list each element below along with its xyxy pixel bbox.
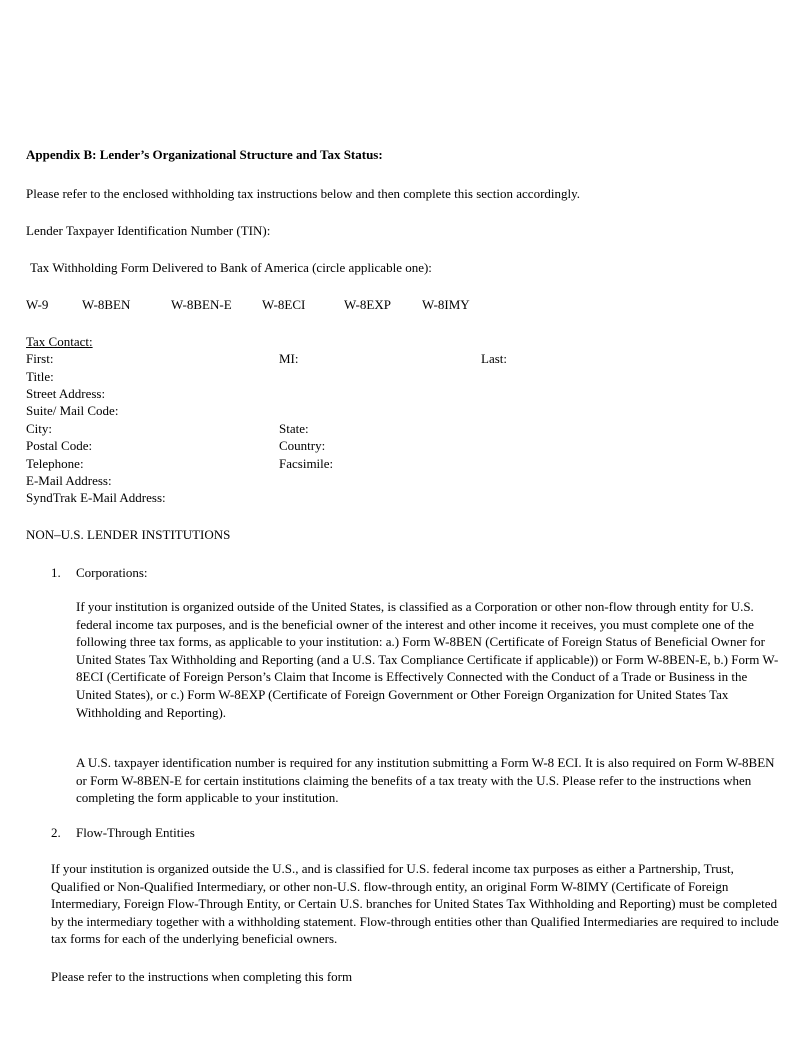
form-option-w9[interactable]: W-9 (26, 297, 49, 312)
form-option-w8eci[interactable]: W-8ECI (262, 297, 306, 312)
state-label: State: (279, 421, 309, 436)
city-label: City: (26, 421, 53, 436)
middle-initial-label: MI: (279, 351, 299, 366)
postal-code-label: Postal Code: (26, 438, 93, 453)
country-label: Country: (279, 438, 326, 453)
section-1-paragraph-2-text: A U.S. taxpayer identification number is required for any institution submitting a Form W-8 ECI. It is also required on Form W-8BEN or Form W-8BEN-E for certain institutions claiming the benefits of a tax treaty with the U.S. Please refer to the instructions when completing the form applicable to your institution. (76, 755, 775, 806)
section-1-title: Corporations: (76, 565, 148, 580)
form-option-w8imy[interactable]: W-8IMY (422, 297, 470, 312)
section-2-paragraph-1 (51, 860, 784, 948)
section-2-paragraph-1-text: If your institution is organized outside the U.S., and is classified for U.S. federal income tax purposes as either a Partnership, Trust, Qualified or Non-Qualified Intermediary, or other non-U.S. flow-through entity, an original Form W-8IMY (Certificate of Foreign Intermediary, Foreign Flow-Through Entity, or Certain U.S. branches for United States Tax Withholding and Reporting) must be completed by the intermediary together with a withholding statement. Flow-through entities other than Qualified Intermediaries are required to include tax forms for each of the underlying beneficial owners. (51, 861, 779, 947)
section-1-paragraph-2 (76, 754, 784, 807)
syndtrak-email-label: SyndTrak E-Mail Address: (26, 490, 166, 505)
section-1-paragraph-1-text: If your institution is organized outside of the United States, is classified as a Corporation or other non-flow through entity for U.S. federal income tax purposes, and is the beneficial owner of the interest and other income it receives, you must complete one of the following three tax forms, as applicable to your institution: a.) Form W-8BEN (Certificate of Foreign Status of Beneficial Owner for United States Tax Withholding and Reporting (and a U.S. Tax Compliance Certificate if applicable)) or Form W-8BEN-E, b.) Form W-8ECI (Certificate of Foreign Person’s Claim that Income is Effectively Connected with the Conduct of a Trade or Business in the United States), or c.) Form W-8EXP (Certificate of Foreign Government or Other Foreign Organization for United States Tax Withholding and Reporting). (76, 599, 779, 720)
section-1-paragraph-1 (76, 598, 784, 721)
form-delivered-label: Tax Withholding Form Delivered to Bank of America (circle applicable one): (30, 260, 432, 275)
tin-label: Lender Taxpayer Identification Number (TIN): (26, 223, 271, 238)
section-1-number: 1. (51, 565, 61, 580)
section-2-number: 2. (51, 825, 61, 840)
intro-text: Please refer to the enclosed withholding tax instructions below and then complete this section accordingly. (26, 186, 581, 201)
non-us-heading: NON–U.S. LENDER INSTITUTIONS (26, 527, 231, 542)
street-address-label: Street Address: (26, 386, 106, 401)
appendix-heading: Appendix B: Lender’s Organizational Structure and Tax Status: (26, 147, 383, 162)
first-name-label: First: (26, 351, 54, 366)
form-option-w8ben[interactable]: W-8BEN (82, 297, 131, 312)
section-2-paragraph-2: Please refer to the instructions when completing this form (51, 969, 353, 984)
form-option-w8ben-e[interactable]: W-8BEN-E (171, 297, 232, 312)
suite-label: Suite/ Mail Code: (26, 403, 119, 418)
section-2-title: Flow-Through Entities (76, 825, 195, 840)
title-label: Title: (26, 369, 54, 384)
tax-contact-heading: Tax Contact: (26, 334, 93, 349)
telephone-label: Telephone: (26, 456, 84, 471)
last-name-label: Last: (481, 351, 507, 366)
facsimile-label: Facsimile: (279, 456, 334, 471)
email-label: E-Mail Address: (26, 473, 112, 488)
form-option-w8exp[interactable]: W-8EXP (344, 297, 391, 312)
